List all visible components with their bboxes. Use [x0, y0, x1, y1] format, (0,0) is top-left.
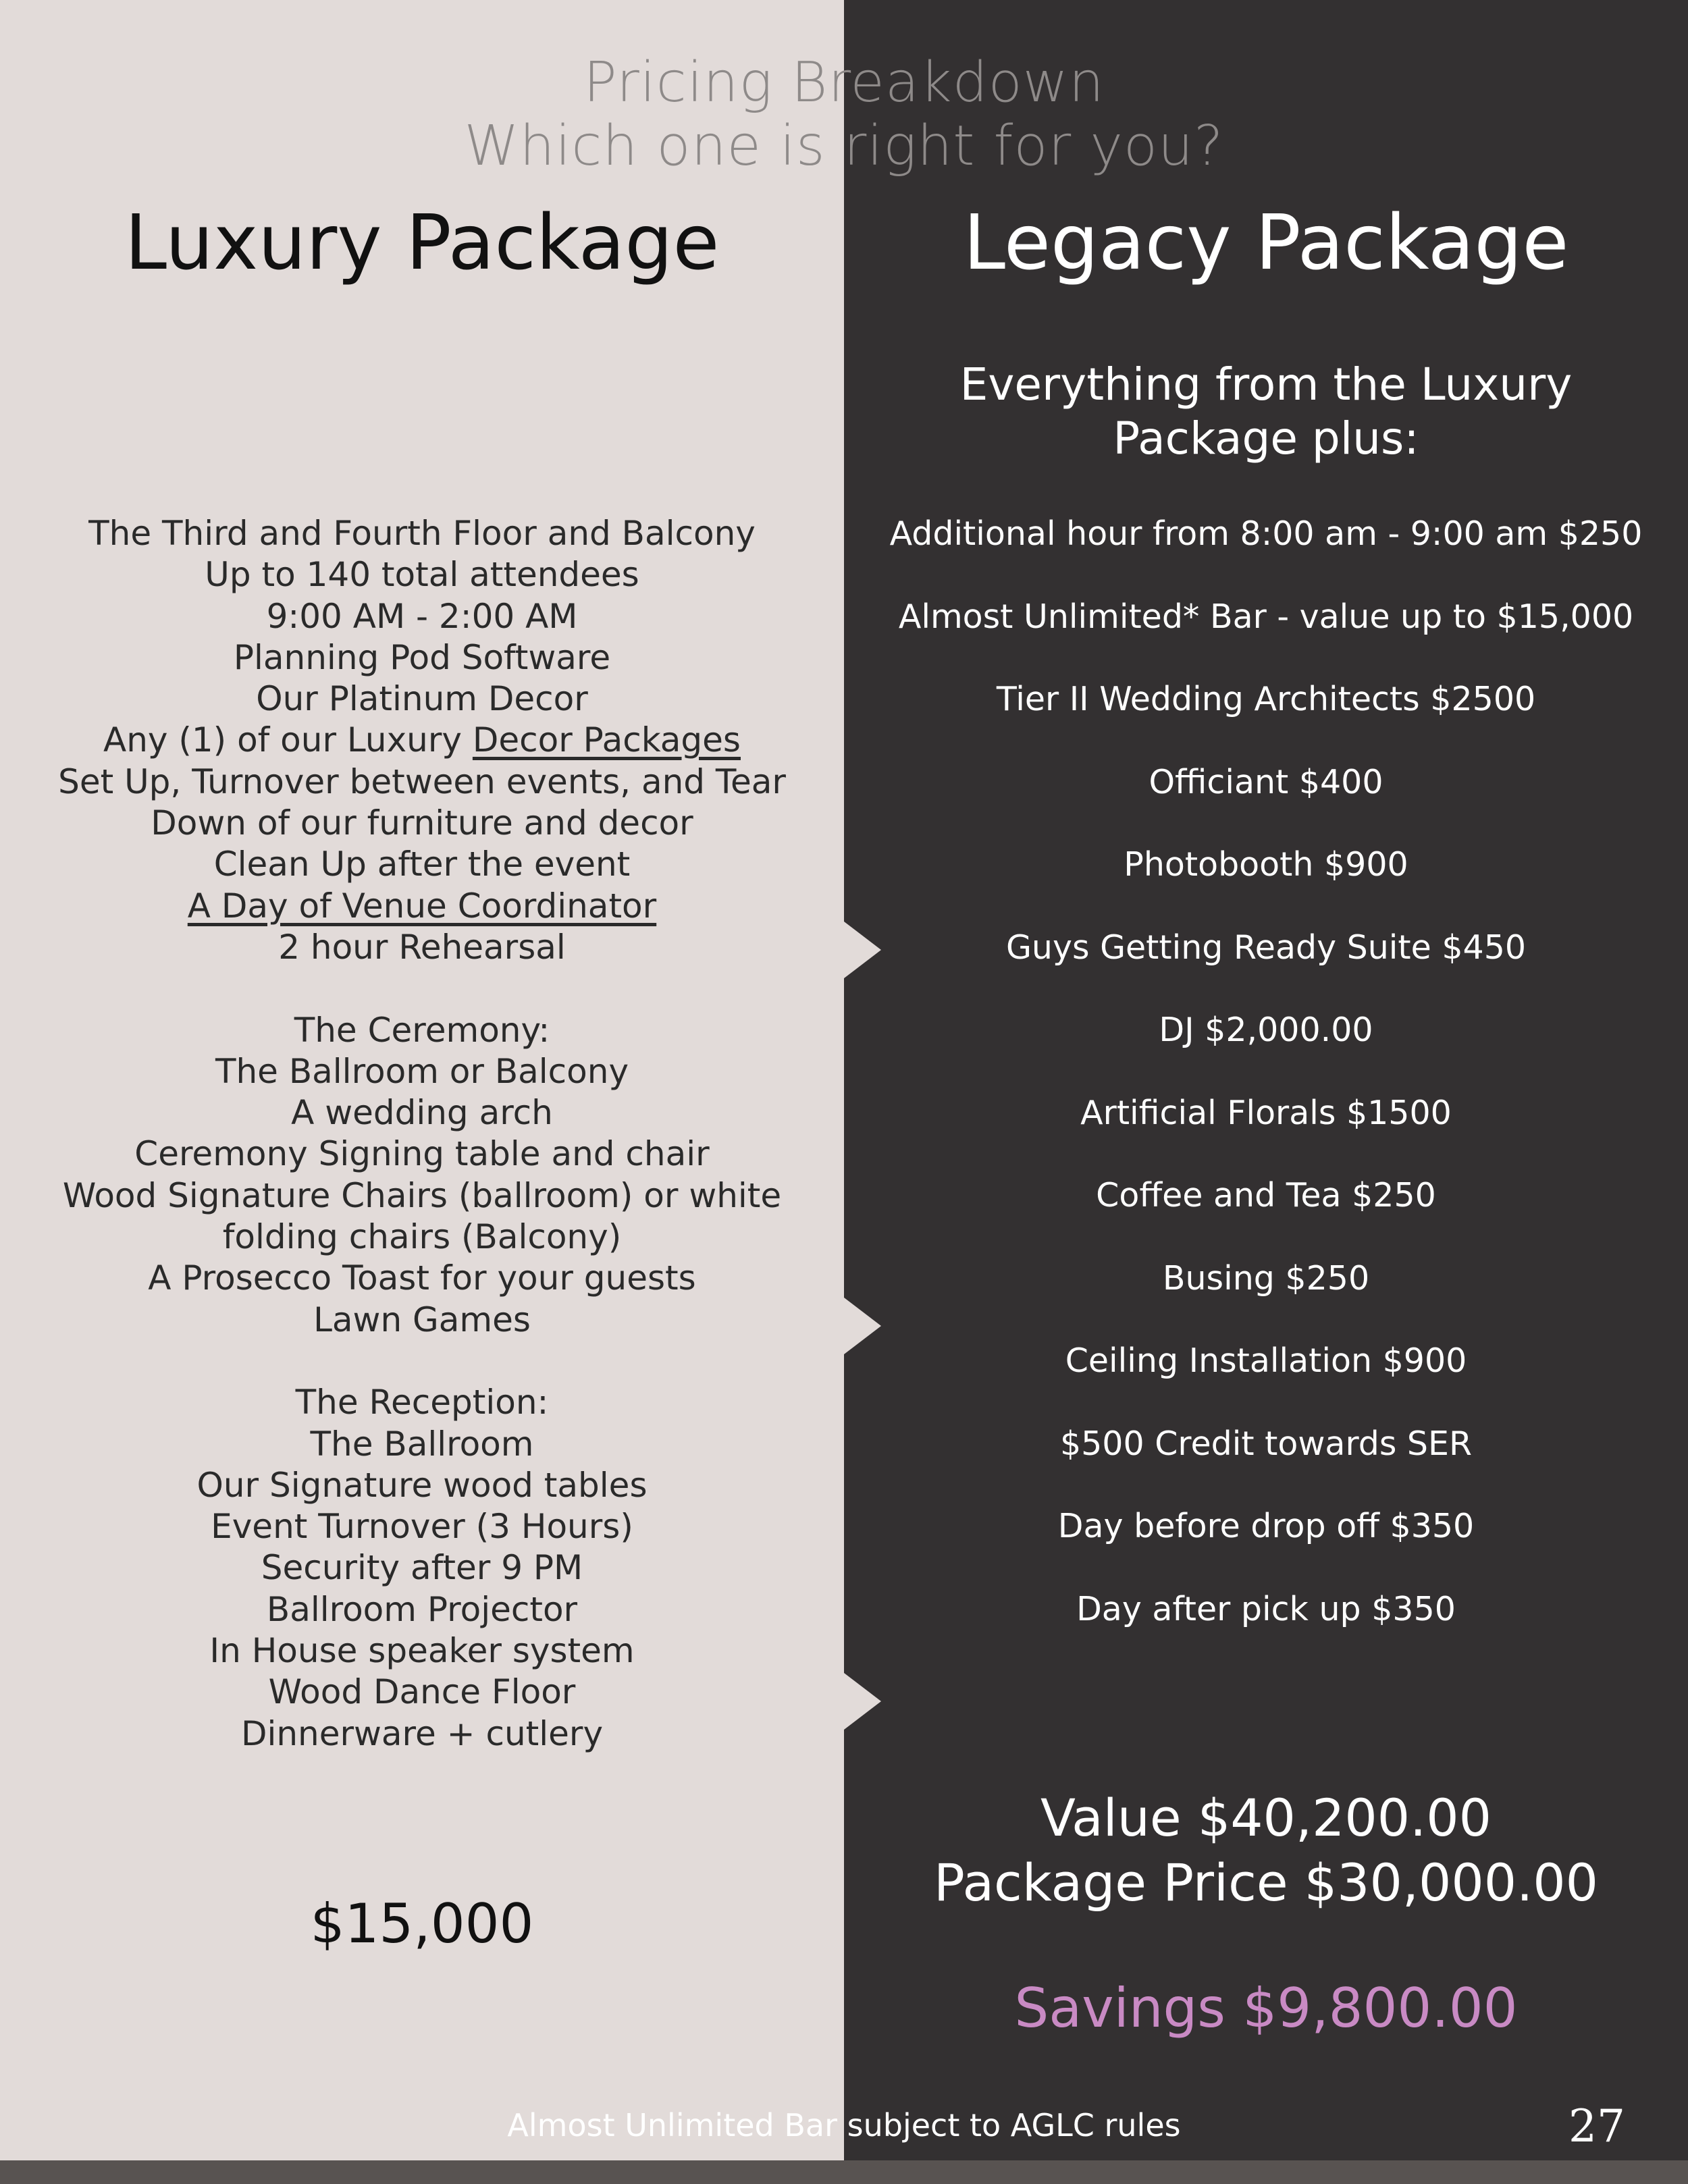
list-item: Day before drop off $350: [1057, 1507, 1475, 1545]
divider-arrow-icon: [844, 1298, 881, 1354]
list-item: Additional hour from 8:00 am - 9:00 am $250: [889, 514, 1643, 553]
list-item: The Ballroom or Balcony: [215, 1051, 629, 1091]
legacy-package-price: Package Price $30,000.00: [934, 1853, 1598, 1913]
list-item: Ballroom Projector: [266, 1589, 578, 1629]
list-item: Set Up, Turnover between events, and Tear: [58, 762, 786, 801]
page-number: 27: [1568, 2100, 1625, 2152]
spacer: [37, 968, 807, 1009]
ceremony-heading: The Ceremony:: [294, 1010, 550, 1050]
list-item: The Ballroom: [310, 1424, 534, 1464]
list-item: Almost Unlimited* Bar - value up to $15,000: [898, 597, 1634, 636]
list-item: Ceiling Installation $900: [1065, 1341, 1467, 1380]
list-item: In House speaker system: [209, 1631, 635, 1671]
bottom-bar: [0, 2160, 1688, 2184]
list-item: Lawn Games: [313, 1300, 531, 1339]
page-title: Pricing Breakdown: [583, 51, 1105, 115]
list-item: [37, 720, 807, 761]
legacy-value: Value $40,200.00: [1040, 1788, 1492, 1848]
list-item: DJ $2,000.00: [1159, 1011, 1373, 1049]
list-item: A Prosecco Toast for your guests: [148, 1258, 696, 1298]
list-item: Ceremony Signing table and chair: [134, 1134, 710, 1174]
legacy-package-title: Legacy Package: [963, 199, 1569, 287]
list-item: Planning Pod Software: [233, 637, 611, 677]
list-item: Officiant $400: [1149, 762, 1383, 801]
spacer: [37, 1341, 807, 1382]
list-item: folding chairs (Balcony): [222, 1217, 622, 1257]
list-item: Dinnerware + cutlery: [240, 1713, 604, 1753]
legacy-intro-line: Everything from the Luxury: [959, 358, 1573, 410]
list-item: Down of our furniture and decor: [151, 803, 693, 843]
list-item: Artificial Florals $1500: [1080, 1093, 1452, 1132]
footnote: Almost Unlimited Bar subject to AGLC rules: [507, 2107, 1181, 2143]
decor-line-text: Any (1) of our Luxury: [103, 720, 473, 760]
legacy-intro-line: Package plus:: [1113, 412, 1419, 464]
list-item: Clean Up after the event: [213, 845, 631, 884]
list-item: Guys Getting Ready Suite $450: [1005, 928, 1527, 967]
list-item: Wood Signature Chairs (ballroom) or white: [62, 1175, 782, 1215]
divider-arrow-icon: [844, 922, 881, 978]
list-item: Day after pick up $350: [1076, 1589, 1456, 1628]
list-item: $500 Credit towards SER: [1059, 1424, 1473, 1463]
list-item: The Third and Fourth Floor and Balcony: [88, 514, 756, 553]
legacy-pricing: [844, 1786, 1688, 1915]
luxury-inclusions: [37, 513, 807, 1755]
luxury-package-title: Luxury Package: [124, 199, 720, 287]
list-item: Security after 9 PM: [261, 1548, 583, 1588]
list-item: Our Signature wood tables: [196, 1465, 648, 1505]
divider-arrow-icon: [844, 1673, 881, 1730]
list-item: Photobooth $900: [1124, 845, 1408, 884]
list-item: Coffee and Tea $250: [1096, 1176, 1436, 1215]
list-item: Wood Dance Floor: [268, 1672, 576, 1712]
list-item: 9:00 AM - 2:00 AM: [266, 596, 578, 636]
list-item: A wedding arch: [291, 1093, 553, 1133]
legacy-intro: [928, 358, 1604, 466]
list-item: Our Platinum Decor: [256, 679, 588, 719]
list-item: 2 hour Rehearsal: [278, 927, 566, 967]
legacy-additions: [844, 513, 1688, 1671]
list-item: Tier II Wedding Architects $2500: [996, 680, 1536, 718]
legacy-savings: Savings $9,800.00: [1014, 1977, 1518, 2040]
luxury-price: $15,000: [310, 1892, 534, 1955]
venue-coordinator-link[interactable]: A Day of Venue Coordinator: [187, 886, 657, 926]
list-item: Event Turnover (3 Hours): [211, 1507, 633, 1547]
list-item: Up to 140 total attendees: [205, 555, 639, 595]
list-item: Busing $250: [1162, 1258, 1370, 1298]
page-subtitle: Which one is right for you?: [464, 114, 1224, 178]
reception-heading: The Reception:: [295, 1383, 549, 1422]
decor-packages-link[interactable]: Decor Packages: [472, 720, 741, 760]
